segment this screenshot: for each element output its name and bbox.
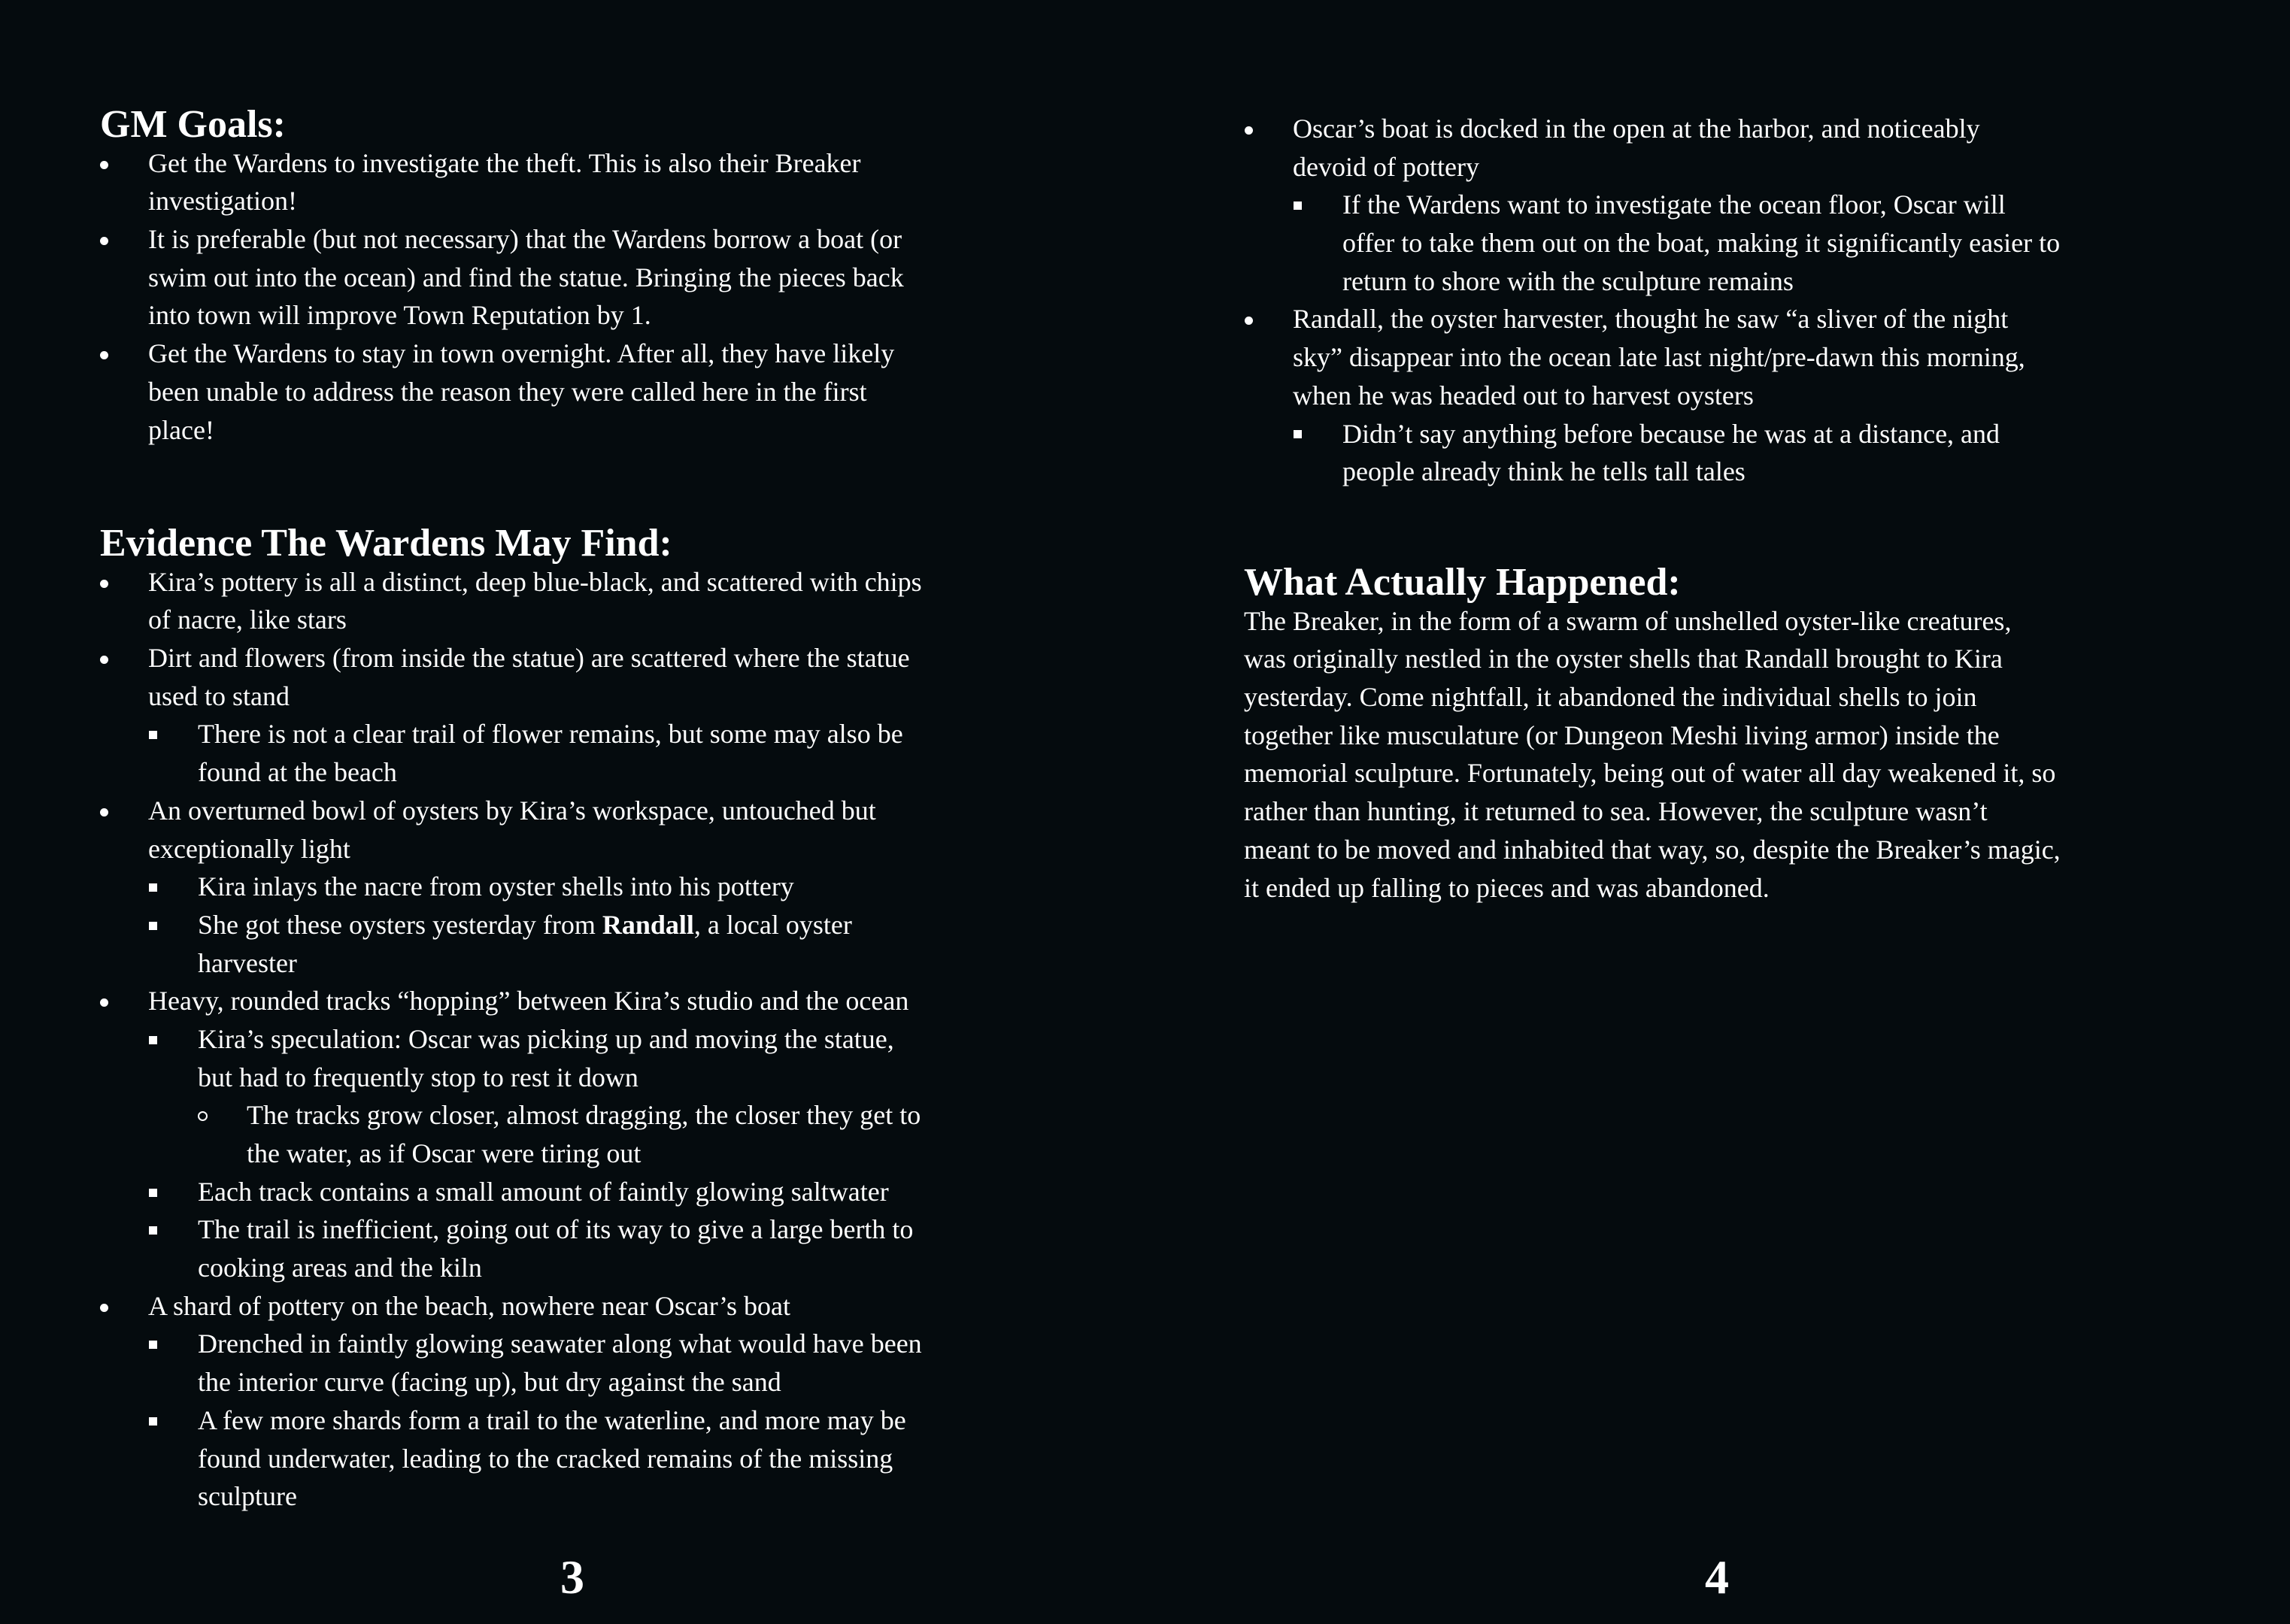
list-item-line: but had to frequently stop to rest it down [198, 1062, 638, 1092]
list-item [100, 1173, 1078, 1211]
list-item-line: sky” disappear into the ocean late last night/pre-dawn this morning, [1293, 342, 2025, 373]
paragraph-line: memorial sculpture. Fortunately, being out of water all day weakened it, so [1244, 758, 2056, 789]
list-item [100, 906, 1078, 982]
list-item-line: people already think he tells tall tales [1342, 456, 1746, 487]
bold-name: Randall [602, 909, 694, 940]
list-item-line: exceptionally light [148, 833, 350, 864]
list-item [100, 1096, 1078, 1172]
list-item [100, 792, 1078, 868]
list-item [1245, 300, 2222, 414]
list-item-line: sculpture [198, 1481, 297, 1512]
list-item-line: place! [148, 414, 214, 445]
paragraph-line: yesterday. Come nightfall, it abandoned the individual shells to join [1244, 682, 1977, 713]
list-item-line: Oscar’s boat is docked in the open at the harbor, and noticeably [1293, 114, 1980, 144]
gm-goals-section [100, 103, 1078, 449]
paragraph-line: was originally nestled in the oyster shells that Randall brought to Kira [1244, 644, 2003, 674]
list-item [100, 1210, 1078, 1286]
list-item-line: found at the beach [198, 757, 397, 788]
list-item [100, 639, 1078, 715]
list-item [100, 1020, 1078, 1096]
list-item-line: the water, as if Oscar were tiring out [247, 1138, 642, 1168]
list-item-line: Each track contains a small amount of faintly glowing saltwater [198, 1176, 889, 1207]
list-item-line: A few more shards form a trail to the waterline, and more may be [198, 1404, 906, 1435]
list-item-line: when he was headed out to harvest oysters [1293, 380, 1754, 411]
list-item-line: Kira inlays the nacre from oyster shells into his pottery [198, 871, 794, 902]
list-item-line: Get the Wardens to investigate the theft. This is also their Breaker [148, 147, 861, 178]
list-item [1245, 415, 2222, 491]
evidence-heading: Evidence The Wardens May Find: [100, 522, 672, 565]
list-item-line: Didn’t say anything before because he was at a distance, and [1342, 418, 2000, 449]
page-number-right: 4 [1705, 1550, 1729, 1604]
paragraph-line: The Breaker, in the form of a swarm of unshelled oyster-like creatures, [1244, 605, 2012, 636]
list-item-line: Get the Wardens to stay in town overnight. After all, they have likely [148, 338, 895, 369]
list-item-line: investigation! [148, 186, 297, 217]
list-item-line: return to shore with the sculpture remains [1342, 265, 1794, 296]
list-item-line: If the Wardens want to investigate the ocean floor, Oscar will [1342, 189, 2006, 220]
list-item-line: harvester [198, 947, 297, 978]
paragraph-line: it ended up falling to pieces and was abandoned. [1244, 872, 1770, 903]
list-item-line: It is preferable (but not necessary) that the Wardens borrow a boat (or [148, 224, 902, 255]
list-item [1245, 110, 2222, 186]
list-item-line: into town will improve Town Reputation by 1. [148, 300, 651, 331]
list-item [100, 715, 1078, 791]
list-item-text: , a local oyster [693, 909, 852, 940]
list-item [100, 1287, 1078, 1326]
list-item-line: swim out into the ocean) and find the statue. Bringing the pieces back [148, 262, 904, 292]
list-item-line: The tracks grow closer, almost dragging, the closer they get to [247, 1100, 921, 1131]
list-item-line: of nacre, like stars [148, 604, 347, 635]
list-item-line [100, 906, 1078, 944]
list-item [100, 220, 1078, 335]
paragraph-line: rather than hunting, it returned to sea. However, the sculpture wasn’t [1244, 796, 1988, 827]
list-item [100, 144, 1078, 220]
paragraph-line: meant to be moved and inhabited that way, so, despite the Breaker’s magic, [1244, 834, 2061, 865]
list-item [100, 563, 1078, 639]
evidence-continued-list [1245, 110, 2222, 491]
list-item [100, 1325, 1078, 1401]
list-item [100, 868, 1078, 906]
list-item-line: The trail is inefficient, going out of its way to give a large berth to [198, 1214, 914, 1245]
evidence-section [100, 522, 1078, 1516]
list-item-line: devoid of pottery [1293, 151, 1479, 182]
list-item [100, 1401, 1078, 1516]
page-number-left: 3 [560, 1550, 584, 1604]
evidence-list [100, 563, 1078, 1516]
list-item-text: She got these oysters yesterday from [198, 909, 602, 940]
list-item-line: A shard of pottery on the beach, nowhere near Oscar’s boat [148, 1290, 791, 1321]
list-item-line: Randall, the oyster harvester, thought he saw “a sliver of the night [1293, 304, 2009, 335]
list-item-line: There is not a clear trail of flower remains, but some may also be [198, 719, 903, 750]
gm-goals-heading: GM Goals: [100, 103, 286, 146]
list-item-line: Kira’s speculation: Oscar was picking up and moving the statue, [198, 1023, 894, 1054]
list-item-line: the interior curve (facing up), but dry against the sand [198, 1367, 781, 1398]
what-happened-section [1244, 561, 2222, 907]
list-item-line: cooking areas and the kiln [198, 1253, 482, 1283]
list-item-line: Kira’s pottery is all a distinct, deep blue-black, and scattered with chips [148, 566, 922, 597]
list-item-line: Drenched in faintly glowing seawater along what would have been [198, 1329, 922, 1359]
list-item-line: Heavy, rounded tracks “hopping” between Kira’s studio and the ocean [148, 986, 909, 1017]
list-item [100, 335, 1078, 449]
list-item-line: An overturned bowl of oysters by Kira’s workspace, untouched but [148, 795, 876, 826]
list-item-line: found underwater, leading to the cracked remains of the missing [198, 1443, 893, 1474]
list-item-line: been unable to address the reason they were called here in the first [148, 376, 867, 407]
list-item-line: offer to take them out on the boat, making it significantly easier to [1342, 228, 2061, 259]
list-item [100, 982, 1078, 1020]
what-happened-heading: What Actually Happened: [1244, 561, 1681, 604]
list-item-line: used to stand [148, 680, 290, 711]
list-item-line: Dirt and flowers (from inside the statue) are scattered where the statue [148, 643, 910, 674]
paragraph-line: together like musculature (or Dungeon Meshi living armor) inside the [1244, 720, 2000, 750]
what-happened-paragraph [1244, 602, 2222, 907]
gm-goals-list [100, 144, 1078, 450]
list-item [1245, 186, 2222, 300]
evidence-continued-section [1245, 110, 2222, 491]
